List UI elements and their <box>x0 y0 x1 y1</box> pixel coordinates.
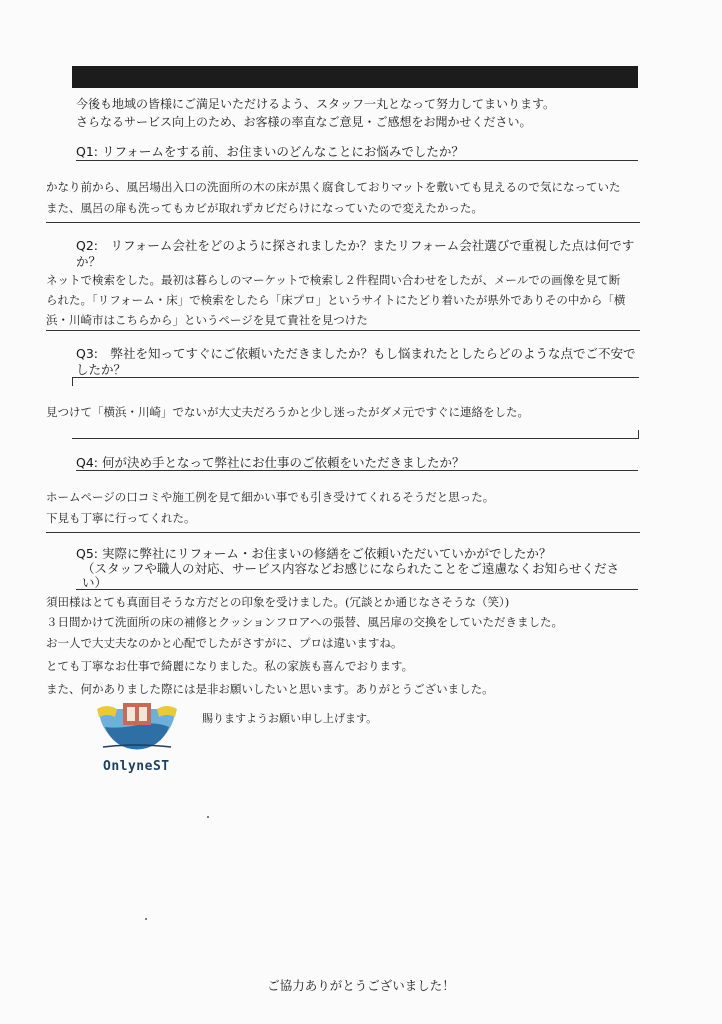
scan-speck <box>207 816 209 818</box>
q5-rule <box>76 589 638 590</box>
q1-answer-line-2: また、風呂の扉も洗ってもカビが取れずカビだらけになっていたので変えたかった。 <box>46 201 483 215</box>
q5-question-line-2: （スタッフや職人の対応、サービス内容などお感じになられたことをご遠慮なくお知らせくださ <box>82 561 620 576</box>
q2-question-line-2: か？ <box>76 254 102 269</box>
q4-question: Q4: 何が決め手となって弊社にお仕事のご依頼をいただきましたか？ <box>76 455 465 470</box>
q3-question-line-1: Q3: 弊社を知ってすぐにご依頼いただきましたか？もし悩まれたとしたらどのような点でご不安で <box>76 346 636 361</box>
q4-answer-line-2: 下見も丁寧に行ってくれた。 <box>46 511 196 525</box>
q4-answer-rule <box>46 532 640 533</box>
q5-answer-line-2: ３日間かけて洗面所の床の補修とクッションフロアへの張替、風呂扉の交換をしていただきました。 <box>46 615 564 629</box>
q3-answer-line-1: 見つけて「横浜・川崎」でないが大丈夫だろうかと少し迷ったがダメ元ですぐに連絡をした。 <box>46 405 529 419</box>
q5-answer-line-1: 須田様はとても真面目そうな方だとの印象を受けました。(冗談とか通じなさそうな（笑）) <box>46 595 510 609</box>
q4-answer-line-1: ホームページの口コミや施工例を見て細かい事でも引き受けてくれるそうだと思った。 <box>46 490 495 504</box>
q2-question-line-1: Q2: リフォーム会社をどのように探されましたか？またリフォーム会社選びで重視した点は何です <box>76 238 635 253</box>
q1-answer-rule <box>46 222 640 223</box>
q3-bracket-bottom <box>72 430 639 439</box>
q1-rule <box>76 160 638 161</box>
intro-line-2: さらなるサービス向上のため、お客様の率直なご意見・ご感想をお聞かせください。 <box>76 115 532 129</box>
q5-answer-line-3: お一人で大丈夫なのかと心配でしたがさすがに、プロは違いますね。 <box>46 636 403 650</box>
logo-wordmark: OnlyneST <box>103 759 170 774</box>
q1-answer-line-1: かなり前から、風呂場出入口の洗面所の木の床が黒く腐食しておりマットを敷いても見えるので気になっていた <box>46 180 621 194</box>
q5-question-line-3: い） <box>82 575 108 590</box>
q3-bracket-top <box>72 377 639 386</box>
q2-answer-line-2: られた。「リフォーム・床」で検索をしたら「床プロ」というサイトにたどり着いたが県外でありその中から「横 <box>46 293 626 307</box>
q5-question-line-1: Q5: 実際に弊社にリフォーム・お住まいの修繕をご依頼いただいていかがでしたか？ <box>76 546 552 561</box>
q2-answer-line-3: 浜・川崎市はこちらから」というページを見て貴社を見つけた <box>46 313 368 327</box>
closing-note: 賜りますようお願い申し上げます。 <box>202 712 378 725</box>
header-bar <box>72 66 638 88</box>
q2-answer-rule <box>46 330 640 331</box>
q5-answer-line-4: とても丁寧なお仕事で綺麗になりました。私の家族も喜んでおります。 <box>46 659 414 673</box>
q1-question: Q1: リフォームをする前、お住まいのどんなことにお悩みでしたか？ <box>76 144 464 159</box>
intro-line-1: 今後も地域の皆様にご満足いただけるよう、スタッフ一丸となって努力してまいります。 <box>76 97 556 111</box>
q5-answer-line-5: また、何かありました際には是非お願いしたいと思います。ありがとうございました。 <box>46 682 494 696</box>
footer-thanks: ご協力ありがとうございました！ <box>267 978 455 993</box>
q3-question-line-2: したか？ <box>76 362 127 377</box>
q4-rule <box>76 470 638 471</box>
q2-answer-line-1: ネットで検索をした。最初は暮らしのマーケットで検索し２件程問い合わせをしたが、メールでの画像を見て断 <box>46 273 621 287</box>
scan-speck <box>145 918 147 920</box>
